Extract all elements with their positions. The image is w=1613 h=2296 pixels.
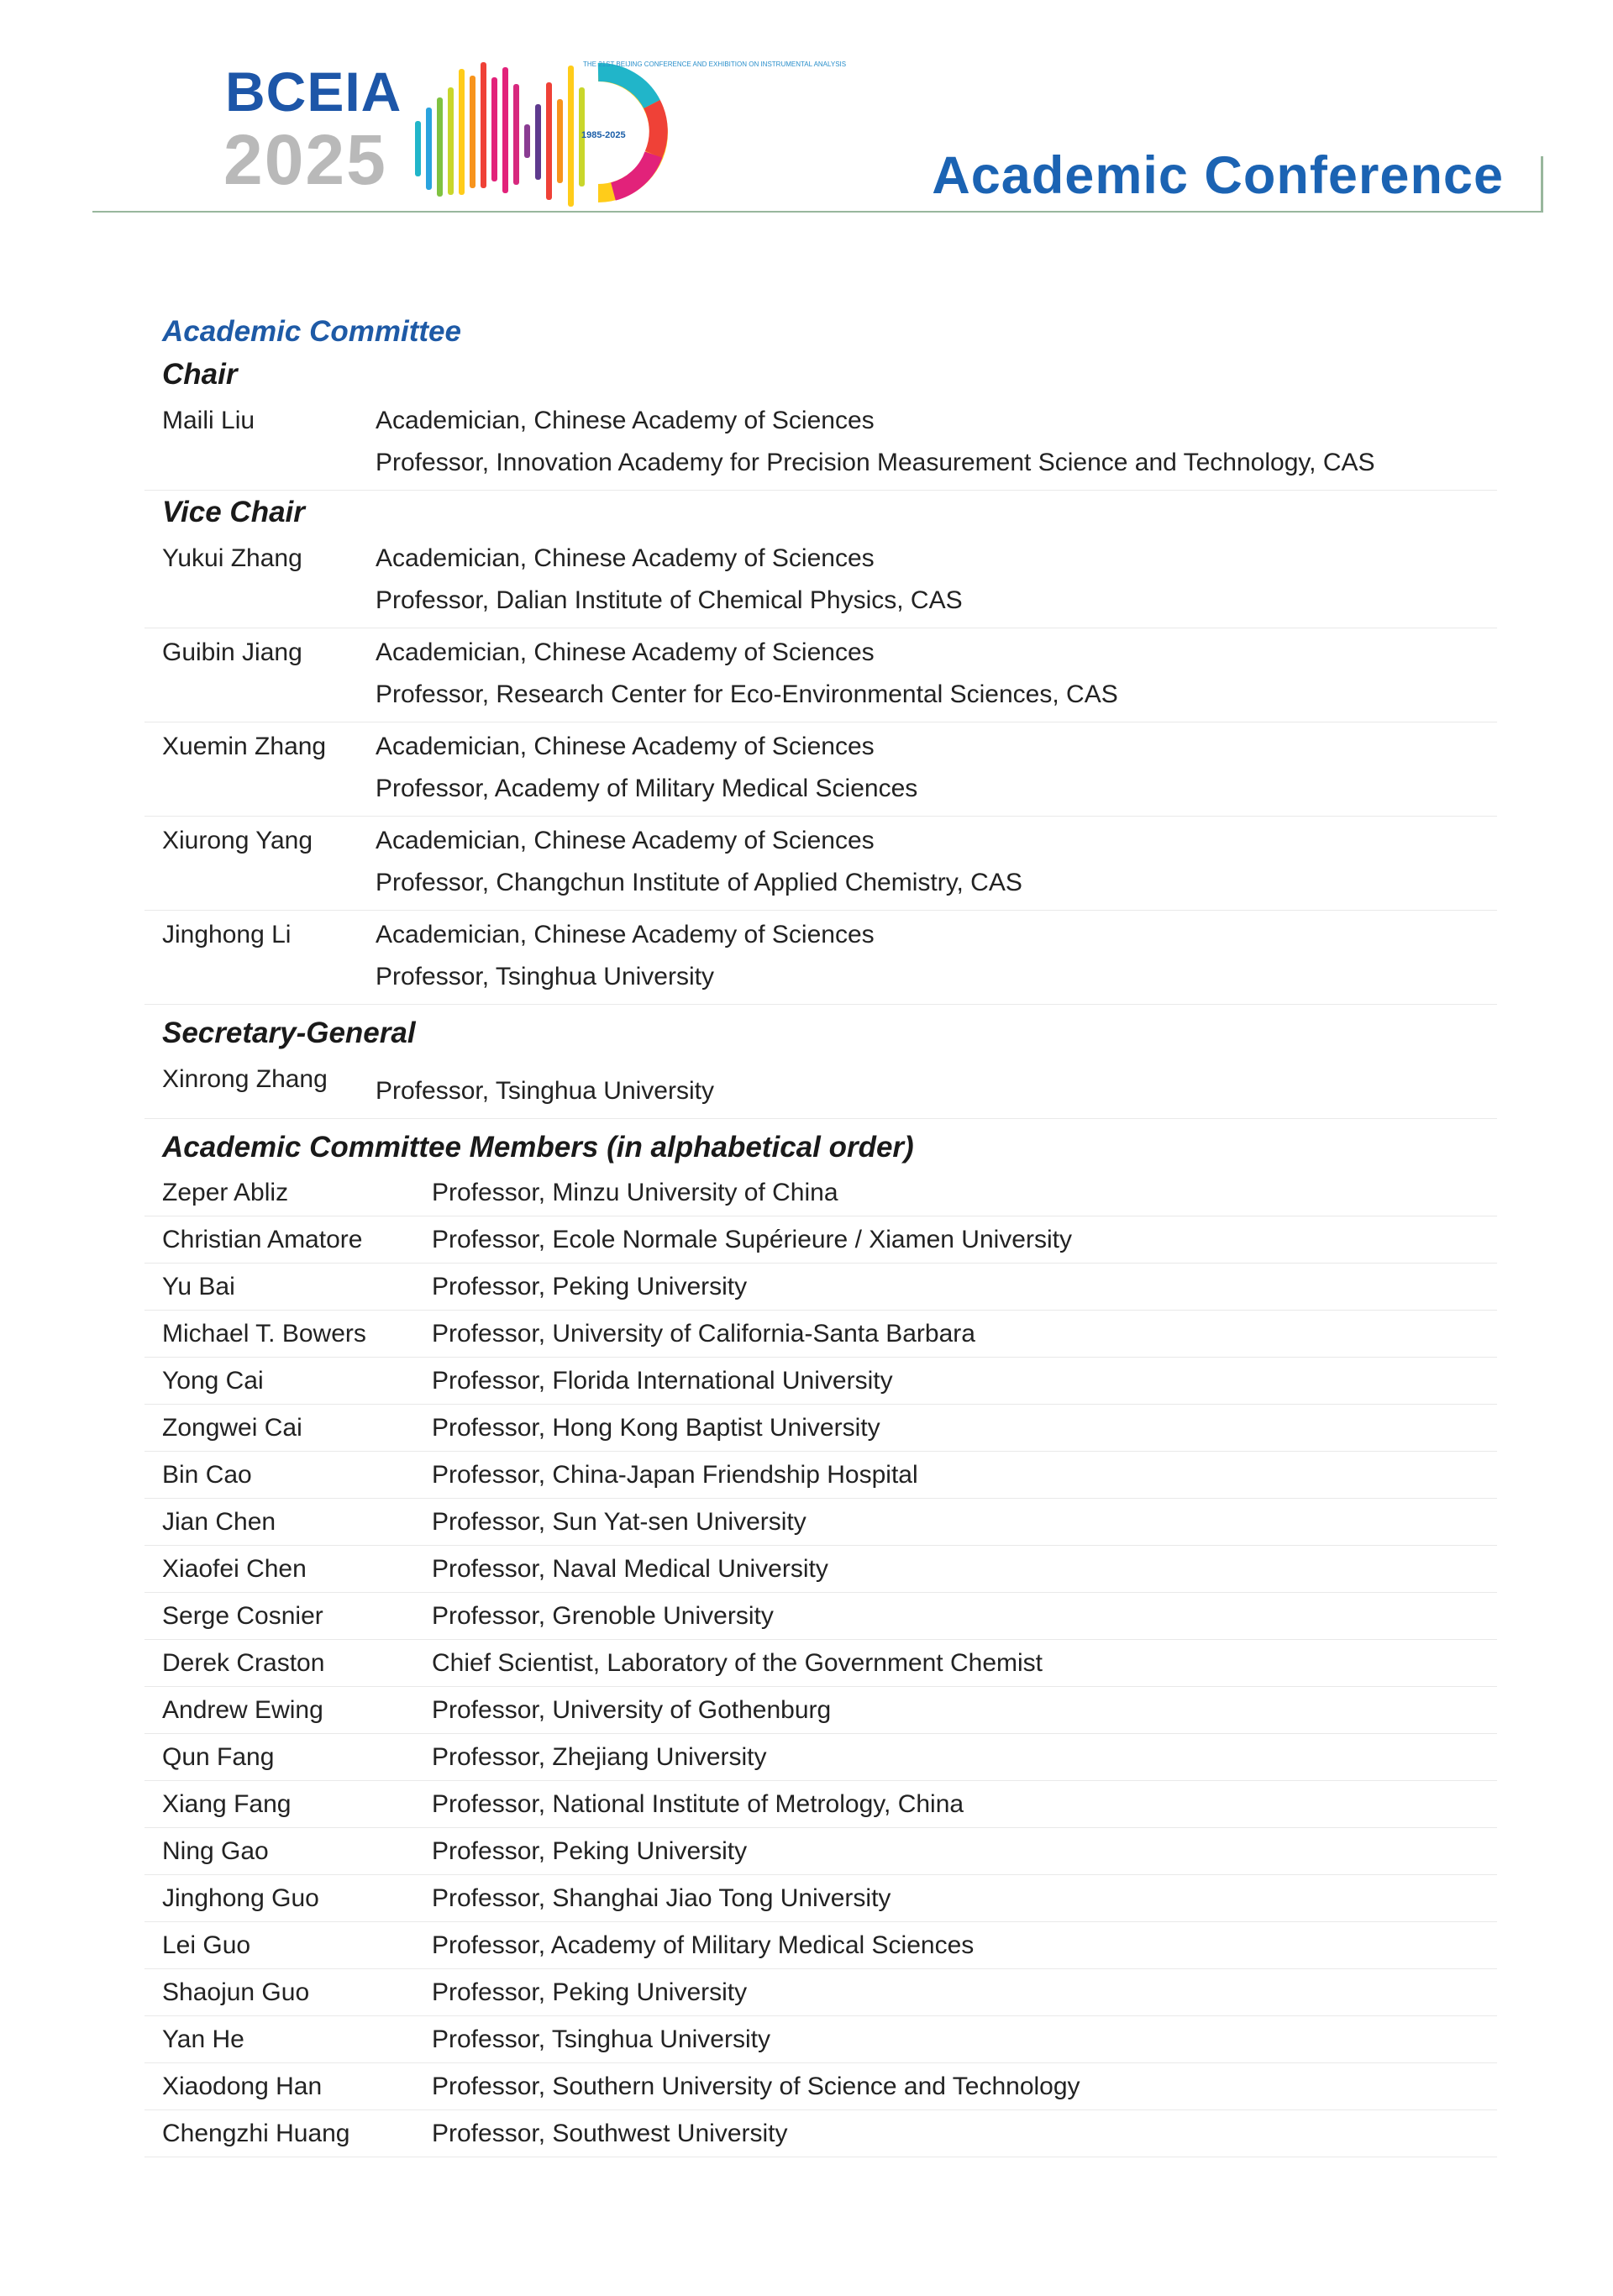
secretary-list [144,1055,1497,1119]
person-title-line: Professor, Academy of Military Medical Sciences [376,775,918,802]
person-name: Jinghong Li [162,921,292,948]
member-affiliation: Professor, Florida International University [432,1367,893,1395]
member-name: Xiang Fang [162,1790,292,1818]
member-row [144,1358,1497,1405]
person-name: Maili Liu [162,407,255,434]
person-row [144,534,1497,628]
member-row [144,2016,1497,2063]
member-row [144,1781,1497,1828]
member-affiliation: Professor, University of California-Santa Barbara [432,1320,975,1348]
member-name: Derek Craston [162,1649,325,1677]
member-name: Shaojun Guo [162,1978,310,2006]
members-list [144,1169,1497,2157]
member-row [144,1452,1497,1499]
member-row [144,1264,1497,1311]
member-row [144,1922,1497,1969]
person-name: Xuemin Zhang [162,733,327,760]
person-title-line: Academician, Chinese Academy of Sciences [376,544,875,572]
member-affiliation: Professor, Peking University [432,1978,748,2006]
member-row [144,1169,1497,1216]
page-title: Academic Conference [932,146,1504,205]
person-row [144,722,1497,817]
person-titles [376,726,1497,810]
person-title-line: Professor, Innovation Academy for Precision Measurement Science and Technology, CAS [376,449,1375,476]
member-name: Zeper Abliz [162,1179,289,1206]
member-name: Xiaofei Chen [162,1555,307,1583]
person-title-line: Professor, Dalian Institute of Chemical Physics, CAS [376,586,963,614]
bceia-logo [220,49,847,217]
person-title-line: Academician, Chinese Academy of Sciences [376,733,875,760]
member-affiliation: Professor, China-Japan Friendship Hospital [432,1461,918,1489]
person-title-line: Professor, Changchun Institute of Applied Chemistry, CAS [376,869,1022,896]
member-row [144,1593,1497,1640]
person-title-line: Academician, Chinese Academy of Sciences [376,827,875,854]
person-row [144,1055,1497,1119]
member-affiliation: Professor, Peking University [432,1273,748,1300]
member-affiliation: Professor, Tsinghua University [432,2025,770,2053]
member-row [144,1875,1497,1922]
member-name: Ning Gao [162,1837,269,1865]
person-name: Guibin Jiang [162,638,302,666]
person-title-line: Professor, Research Center for Eco-Environmental Sciences, CAS [376,680,1118,708]
page-header [0,0,1613,227]
person-name: Yukui Zhang [162,544,302,572]
logo-graphic [412,54,847,213]
person-name: Xiurong Yang [162,827,313,854]
members-heading: Academic Committee Members (in alphabetical order) [162,1131,914,1164]
member-row [144,1640,1497,1687]
member-name: Lei Guo [162,1931,251,1959]
logo-year: 2025 [223,120,387,199]
person-row [144,817,1497,911]
member-affiliation: Professor, Minzu University of China [432,1179,838,1206]
member-affiliation: Professor, Southern University of Science and Technology [432,2073,1080,2100]
person-title-line: Academician, Chinese Academy of Sciences [376,638,875,666]
person-title-line: Academician, Chinese Academy of Sciences [376,407,875,434]
member-row [144,1546,1497,1593]
vice-chair-heading: Vice Chair [162,496,305,528]
secretary-heading: Secretary-General [162,1017,416,1049]
member-affiliation: Professor, Naval Medical University [432,1555,828,1583]
person-row [144,397,1497,491]
person-titles [376,820,1497,904]
member-affiliation: Professor, Shanghai Jiao Tong University [432,1884,891,1912]
person-title-line: Professor, Tsinghua University [376,1077,714,1105]
header-divider [92,211,1542,213]
member-row [144,2063,1497,2110]
member-row [144,1734,1497,1781]
section-title: Academic Committee [162,315,461,348]
logo-ring-years: 1985-2025 [581,130,626,140]
member-affiliation: Professor, Southwest University [432,2120,788,2147]
person-title-line: Professor, Tsinghua University [376,963,714,990]
member-affiliation: Professor, Academy of Military Medical Sciences [432,1931,975,1959]
person-titles [376,538,1497,622]
header-divider-tick [1541,156,1543,213]
member-name: Qun Fang [162,1743,275,1771]
chair-list [144,397,1497,491]
member-affiliation: Professor, Grenoble University [432,1602,774,1630]
person-titles [376,1059,1497,1112]
member-row [144,1216,1497,1264]
member-row [144,1405,1497,1452]
person-titles [376,914,1497,998]
member-name: Zongwei Cai [162,1414,302,1442]
member-affiliation: Chief Scientist, Laboratory of the Government Chemist [432,1649,1043,1677]
member-row [144,1969,1497,2016]
member-affiliation: Professor, Hong Kong Baptist University [432,1414,880,1442]
person-title-line: Academician, Chinese Academy of Sciences [376,921,875,948]
member-affiliation: Professor, National Institute of Metrology, China [432,1790,964,1818]
person-name: Xinrong Zhang [162,1065,328,1093]
member-name: Yu Bai [162,1273,235,1300]
member-name: Michael T. Bowers [162,1320,366,1348]
member-name: Serge Cosnier [162,1602,323,1630]
member-name: Chengzhi Huang [162,2120,350,2147]
member-row [144,1499,1497,1546]
member-name: Yan He [162,2025,244,2053]
member-name: Christian Amatore [162,1226,363,1253]
member-affiliation: Professor, Ecole Normale Supérieure / Xiamen University [432,1226,1072,1253]
member-name: Andrew Ewing [162,1696,323,1724]
member-name: Yong Cai [162,1367,264,1395]
member-row [144,1311,1497,1358]
logo-ring-text: THE 21ST BEIJING CONFERENCE AND EXHIBITION ON INSTRUMENTAL ANALYSIS [583,60,847,68]
member-affiliation: Professor, Zhejiang University [432,1743,767,1771]
person-row [144,911,1497,1005]
member-name: Jian Chen [162,1508,276,1536]
person-row [144,628,1497,722]
member-row [144,1687,1497,1734]
member-name: Jinghong Guo [162,1884,319,1912]
chair-heading: Chair [162,358,238,391]
member-name: Xiaodong Han [162,2073,323,2100]
person-titles [376,632,1497,716]
member-name: Bin Cao [162,1461,252,1489]
vice-chair-list [144,534,1497,1005]
logo-wordmark: BCEIA [225,60,402,123]
member-row [144,1828,1497,1875]
member-affiliation: Professor, Peking University [432,1837,748,1865]
person-titles [376,400,1497,484]
member-affiliation: Professor, Sun Yat-sen University [432,1508,806,1536]
member-row [144,2110,1497,2157]
committee-listing [144,311,1497,2157]
member-affiliation: Professor, University of Gothenburg [432,1696,832,1724]
